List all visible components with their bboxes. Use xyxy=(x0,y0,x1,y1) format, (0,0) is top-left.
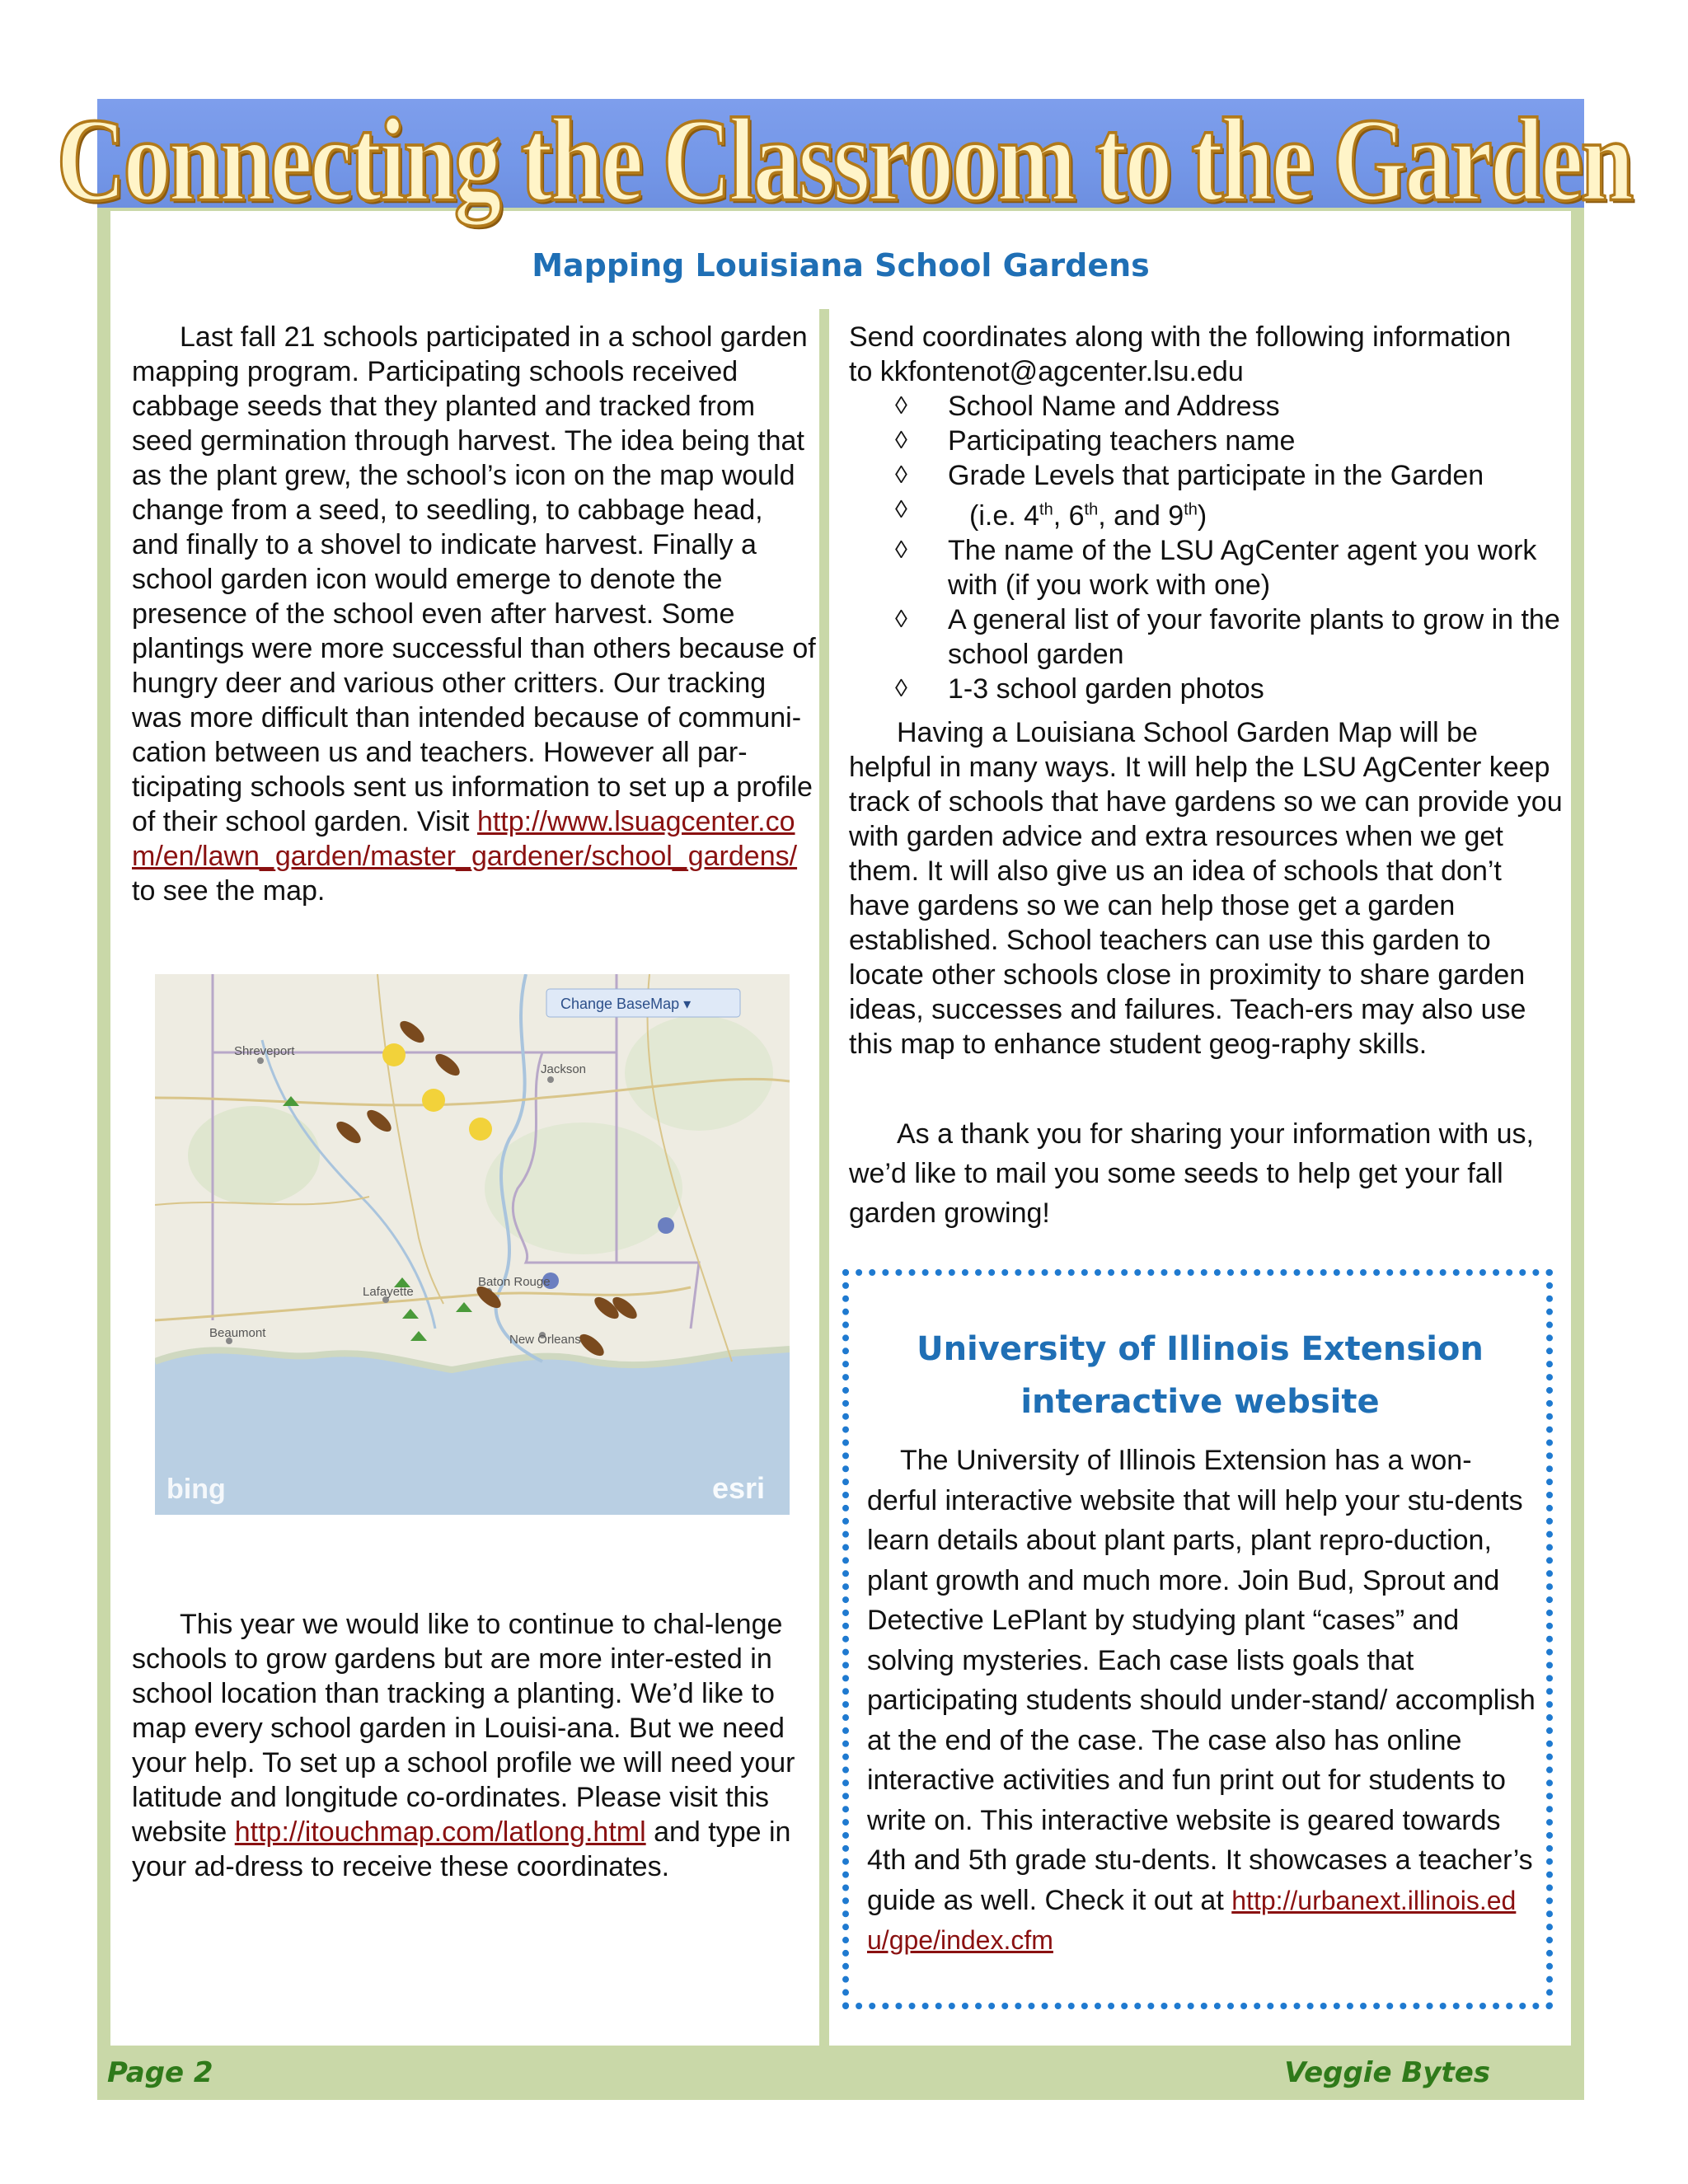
left-column-paragraph-1 xyxy=(132,320,816,908)
itouchmap-link[interactable]: http://itouchmap.com/latlong.html xyxy=(234,1816,646,1848)
map-graphic xyxy=(155,974,790,1515)
grade-example: (i.e. 4th, 6th, and 9th) xyxy=(969,500,1207,532)
list-item: ◊ A general list of your favorite plants to grow in the school garden xyxy=(895,604,1560,671)
list-item: ◊ The name of the LSU AgCenter agent you work with (if you work with one) xyxy=(895,535,1537,602)
diamond-bullet-icon: ◊ xyxy=(895,496,907,523)
newsletter-header-title: Connecting the Classroom to the Garden xyxy=(56,95,1632,227)
diamond-bullet-icon: ◊ xyxy=(895,606,907,634)
esri-logo: esri xyxy=(712,1471,766,1505)
page-number: Page 2 xyxy=(107,2056,213,2089)
publication-name: Veggie Bytes xyxy=(1284,2056,1490,2089)
left-paragraph-1-text: Last fall 21 schools participated in a school garden mapping program. Participating schools received cabbage seeds that they planted and tracked from seed germination through harvest. The idea being that as the plant grew, the school’s icon on the map would change from a seed, to seedling, to cabbage head, and finally to a shovel to indicate harvest. Finally a school garden icon would emerge to denote the presence of the school even after harvest. Some plantings were more successful than others because of hungry deer and various other critters. Our tracking was more difficult than intended because of communi-cation between us and teachers. However all par-ticipating schools sent us information to set up a profile of their school garden. Visit xyxy=(132,321,816,837)
right-column-paragraph-2 xyxy=(849,715,1568,1062)
page-frame-right xyxy=(1571,99,1584,2060)
diamond-bullet-icon: ◊ xyxy=(895,462,907,489)
city-label: Shreveport xyxy=(234,1044,295,1058)
left-paragraph-2-text: This year we would like to continue to chal-lenge schools to grow gardens but are more inter-ested in school location than tracking a planting. We’d like to map every school garden in Louisi-ana. But we need your help. To set up a school profile we will need your latitude and longitude co-ordinates. Please visit this website xyxy=(132,1609,795,1848)
info-list xyxy=(849,389,1568,706)
list-item: ◊ Participating teachers name xyxy=(895,425,1296,457)
page-frame-left xyxy=(97,99,110,2060)
list-item: ◊ 1-3 school garden photos xyxy=(895,673,1264,705)
school-gardens-map-link[interactable]: http://www.lsuagcenter.com/en/lawn_garden/master_gardener/school_gardens/ xyxy=(132,806,798,872)
change-basemap-button[interactable]: Change BaseMap ▾ xyxy=(560,996,692,1012)
diamond-bullet-icon: ◊ xyxy=(895,427,907,454)
city-label: New Orleans xyxy=(509,1333,581,1347)
diamond-bullet-icon: ◊ xyxy=(895,675,907,703)
right-paragraph-2-text: Having a Louisiana School Garden Map will be helpful in many ways. It will help the LSU AgCenter keep track of schools that have gardens so we can provide you with garden advice and extra resources when we get them. It will also give us an idea of schools that don’t have gardens so we can help those get a garden established. School teachers can use this garden to locate other schools close in proximity to share garden ideas, successes and failures. Teach-ers may also use this map to enhance student geog-raphy skills. xyxy=(849,717,1563,1060)
list-item xyxy=(849,493,1568,533)
right-column-paragraph-3 xyxy=(849,1114,1568,1233)
left-paragraph-2-end: and type in your ad-dress to receive these coordinates. xyxy=(132,1816,791,1882)
city-label: Lafayette xyxy=(363,1285,414,1299)
left-paragraph-1-end: to see the map. xyxy=(132,875,326,907)
right-intro-line-2: to kkfontenot@agcenter.lsu.edu xyxy=(849,356,1244,387)
list-item: ◊ School Name and Address xyxy=(895,391,1280,422)
right-intro-line-1: Send coordinates along with the following information xyxy=(849,321,1512,353)
article-title: Mapping Louisiana School Gardens xyxy=(532,247,1150,284)
sidebar-paragraph: The University of Illinois Extension has a won-derful interactive website that will help your stu-dents learn details about plant parts, plant repro-duction, plant growth and much more. Join Bud, Sprout and Detective LePlant by studying plant “cases” and solving mysteries. Each case lists goals that participating students should under-stand/ accomplish at the end of the case. The case also has online interactive activities and fun print out for students to write on. This interactive website is geared towards 4th and 5th grade stu-dents. It showcases a teacher’s guide as well. Check it out at xyxy=(867,1445,1536,1916)
sidebar-text xyxy=(867,1441,1538,1961)
diamond-bullet-icon: ◊ xyxy=(895,392,907,419)
sidebar-title-line-1: University of Illinois Extension xyxy=(917,1330,1484,1368)
right-paragraph-3-text: As a thank you for sharing your information with us, we’d like to mail you some seeds to help get your fall garden growing! xyxy=(849,1118,1534,1229)
bing-logo: bing xyxy=(166,1474,226,1505)
city-label: Beaumont xyxy=(209,1326,266,1340)
sidebar-title xyxy=(849,1323,1551,1428)
left-column-paragraph-2 xyxy=(132,1607,816,1884)
diamond-bullet-icon: ◊ xyxy=(895,537,907,565)
illinois-gpe-link[interactable]: http://urbanext.illinois.edu/gpe/index.cfm xyxy=(867,1885,1517,1955)
louisiana-school-garden-map xyxy=(155,974,790,1515)
sidebar-title-line-2: interactive website xyxy=(1020,1383,1380,1421)
right-column-intro xyxy=(849,320,1568,706)
column-divider xyxy=(819,309,829,2048)
city-label: Baton Rouge xyxy=(478,1275,551,1289)
list-item: ◊ Grade Levels that participate in the Garden xyxy=(895,460,1484,491)
city-label: Jackson xyxy=(541,1062,587,1076)
